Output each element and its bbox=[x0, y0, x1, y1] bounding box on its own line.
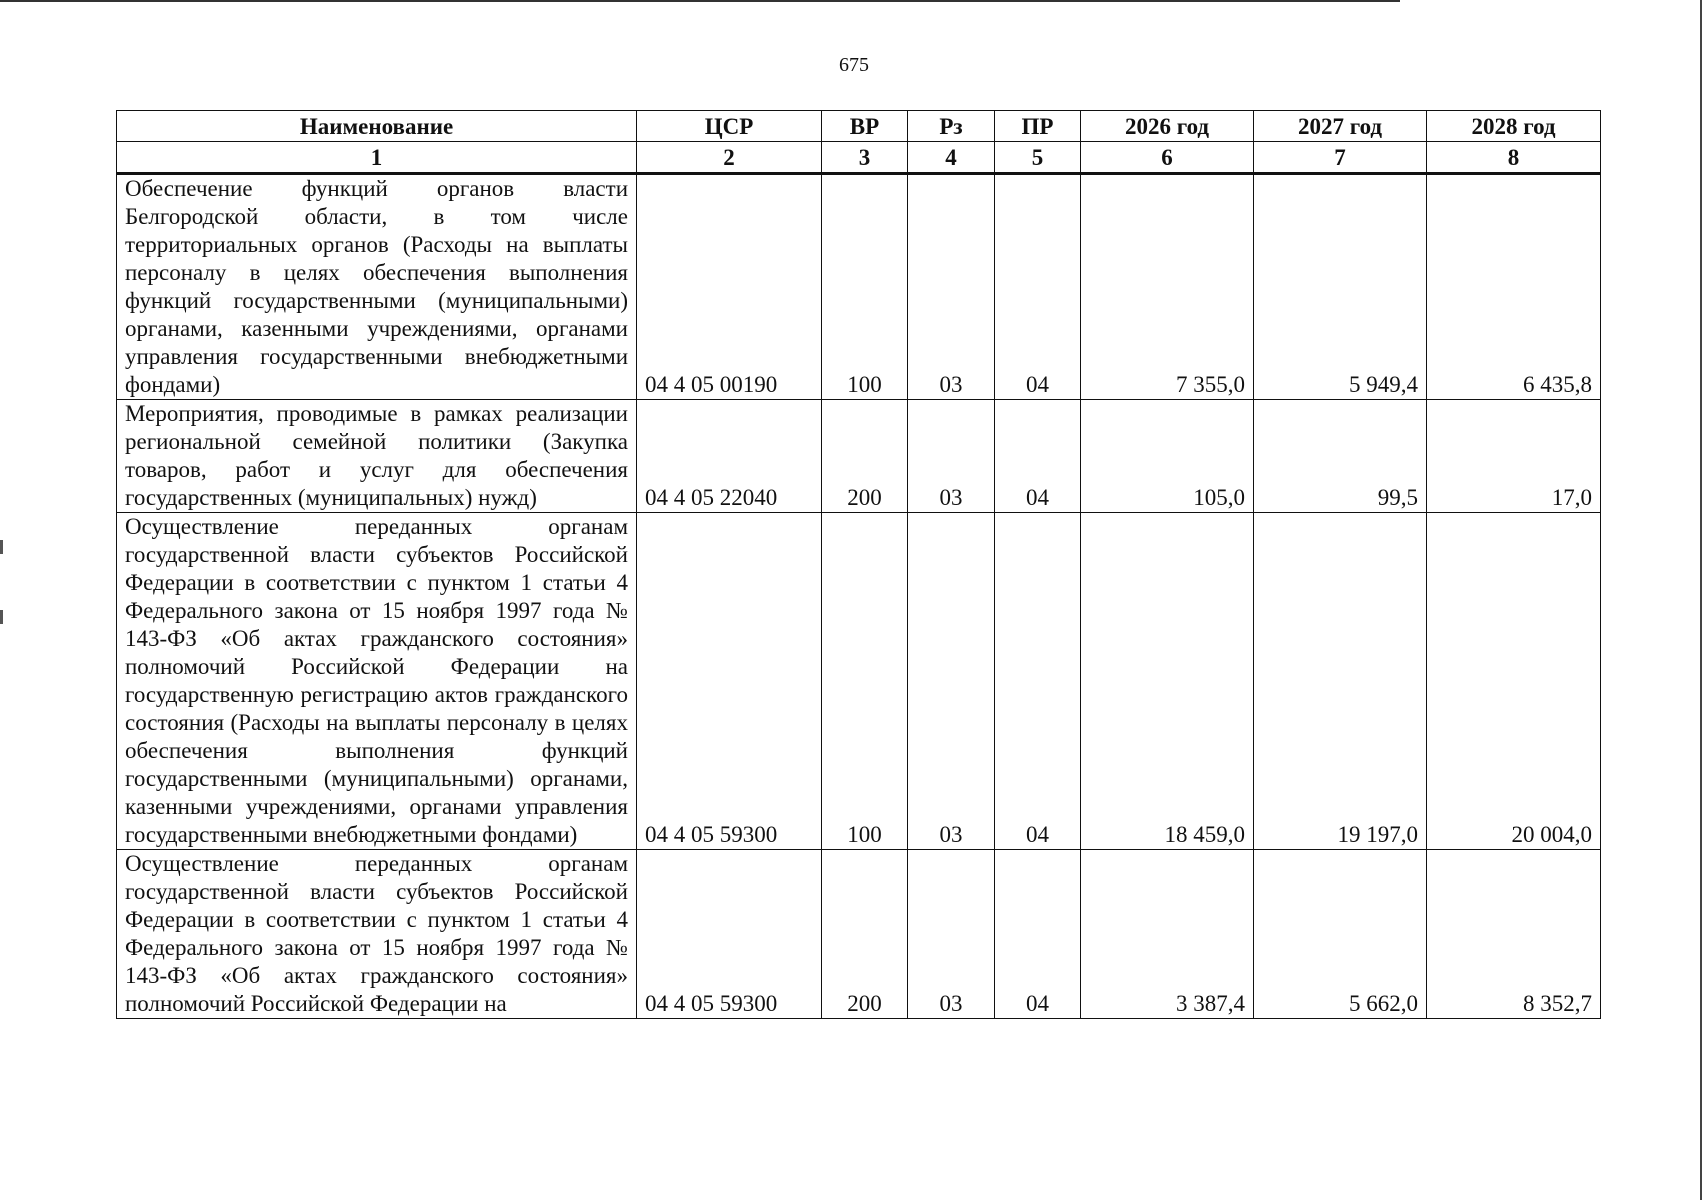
row-2026: 18 459,0 bbox=[1081, 513, 1254, 850]
scan-top-edge bbox=[0, 0, 1400, 2]
header-2026: 2026 год bbox=[1081, 111, 1254, 142]
table-row bbox=[117, 400, 1601, 513]
row-vr: 100 bbox=[822, 513, 908, 850]
header-pr: ПР bbox=[995, 111, 1081, 142]
column-number-row bbox=[117, 142, 1601, 174]
row-name: Обеспечение функций органов власти Белгородской области, в том числе территориальных органов (Расходы на выплаты персоналу в целях обеспечения выполнения функций государственными (муниципальными) органами, казенными учреждениями, органами управления государственными внебюджетными фондами) bbox=[117, 174, 637, 400]
row-2026: 7 355,0 bbox=[1081, 174, 1254, 400]
row-pr: 04 bbox=[995, 850, 1081, 1019]
header-name: Наименование bbox=[117, 111, 637, 142]
row-pr: 04 bbox=[995, 513, 1081, 850]
row-2027: 19 197,0 bbox=[1254, 513, 1427, 850]
row-rz: 03 bbox=[908, 850, 995, 1019]
column-number: 6 bbox=[1081, 142, 1254, 174]
column-number: 3 bbox=[822, 142, 908, 174]
header-vr: ВР bbox=[822, 111, 908, 142]
row-pr: 04 bbox=[995, 174, 1081, 400]
scan-right-edge bbox=[1700, 0, 1702, 1200]
row-name: Осуществление переданных органам государственной власти субъектов Российской Федерации в соответствии с пунктом 1 статьи 4 Федерального закона от 15 ноября 1997 года № 143-ФЗ «Об актах гражданского состояния» полномочий Российской Федерации на государственную регистрацию актов гражданского состояния (Расходы на выплаты персоналу в целях обеспечения выполнения функций государственными (муниципальными) органами, казенными учреждениями, органами управления государственными внебюджетными фондами) bbox=[117, 513, 637, 850]
row-csr: 04 4 05 22040 bbox=[637, 400, 822, 513]
row-name: Осуществление переданных органам государственной власти субъектов Российской Федерации в соответствии с пунктом 1 статьи 4 Федерального закона от 15 ноября 1997 года № 143-ФЗ «Об актах гражданского состояния» полномочий Российской Федерации на bbox=[117, 850, 637, 1019]
column-number: 8 bbox=[1427, 142, 1601, 174]
row-rz: 03 bbox=[908, 513, 995, 850]
column-number: 4 bbox=[908, 142, 995, 174]
row-2028: 8 352,7 bbox=[1427, 850, 1601, 1019]
table-row bbox=[117, 850, 1601, 1019]
row-rz: 03 bbox=[908, 174, 995, 400]
row-csr: 04 4 05 59300 bbox=[637, 513, 822, 850]
header-rz: Рз bbox=[908, 111, 995, 142]
header-row bbox=[117, 111, 1601, 142]
column-number: 2 bbox=[637, 142, 822, 174]
table-row bbox=[117, 174, 1601, 400]
row-vr: 200 bbox=[822, 850, 908, 1019]
row-2026: 105,0 bbox=[1081, 400, 1254, 513]
row-2028: 17,0 bbox=[1427, 400, 1601, 513]
scan-left-mark bbox=[0, 540, 3, 554]
row-vr: 200 bbox=[822, 400, 908, 513]
column-number: 7 bbox=[1254, 142, 1427, 174]
row-vr: 100 bbox=[822, 174, 908, 400]
column-number: 5 bbox=[995, 142, 1081, 174]
row-2028: 20 004,0 bbox=[1427, 513, 1601, 850]
page-number: 675 bbox=[839, 54, 869, 76]
row-csr: 04 4 05 00190 bbox=[637, 174, 822, 400]
row-2027: 99,5 bbox=[1254, 400, 1427, 513]
table-row bbox=[117, 513, 1601, 850]
row-2026: 3 387,4 bbox=[1081, 850, 1254, 1019]
header-csr: ЦСР bbox=[637, 111, 822, 142]
row-pr: 04 bbox=[995, 400, 1081, 513]
row-name: Мероприятия, проводимые в рамках реализации региональной семейной политики (Закупка товаров, работ и услуг для обеспечения государственных (муниципальных) нужд) bbox=[117, 400, 637, 513]
row-2028: 6 435,8 bbox=[1427, 174, 1601, 400]
header-2028: 2028 год bbox=[1427, 111, 1601, 142]
scan-left-mark bbox=[0, 610, 3, 624]
row-rz: 03 bbox=[908, 400, 995, 513]
header-2027: 2027 год bbox=[1254, 111, 1427, 142]
row-2027: 5 949,4 bbox=[1254, 174, 1427, 400]
row-csr: 04 4 05 59300 bbox=[637, 850, 822, 1019]
column-number: 1 bbox=[117, 142, 637, 174]
budget-table bbox=[116, 110, 1601, 1019]
row-2027: 5 662,0 bbox=[1254, 850, 1427, 1019]
